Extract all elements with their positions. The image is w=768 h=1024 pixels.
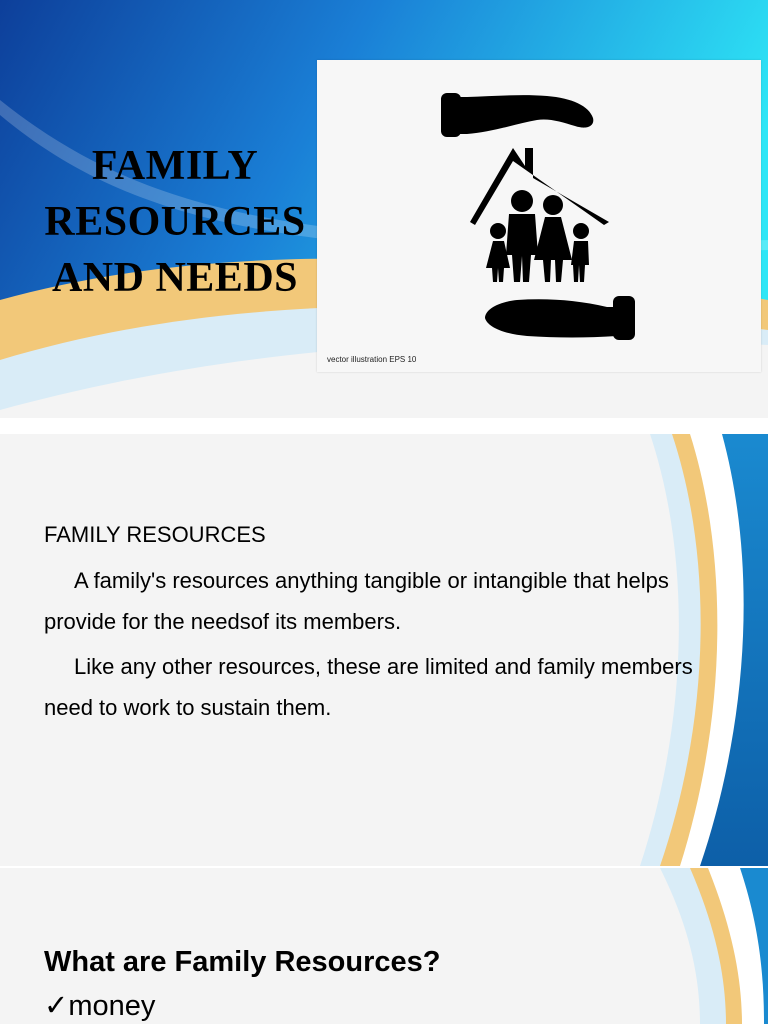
bullet-text: money — [68, 990, 156, 1022]
paragraph-1: A family's resources anything tangible or intangible that helps provide for the needsof its members. — [44, 568, 669, 634]
title-line-3: AND NEEDS — [51, 255, 299, 301]
slide-1-title — [0, 138, 350, 306]
title-line-1: FAMILY — [91, 143, 259, 189]
slide-2-heading: FAMILY RESOURCES — [44, 522, 266, 547]
image-caption: vector illustration EPS 10 — [327, 355, 417, 364]
title-line-2: RESOURCES — [44, 199, 306, 245]
slide-3-heading: What are Family Resources? — [44, 946, 441, 978]
slide-gap — [0, 418, 768, 434]
family-illustration — [317, 60, 761, 372]
paragraph-2: Like any other resources, these are limited and family members need to work to sustain them. — [44, 654, 693, 720]
slide-1 — [0, 0, 768, 418]
check-icon: ✓ — [44, 990, 69, 1022]
bullet-item-money — [44, 988, 155, 1023]
hands-protecting-family-house-icon — [317, 60, 761, 372]
